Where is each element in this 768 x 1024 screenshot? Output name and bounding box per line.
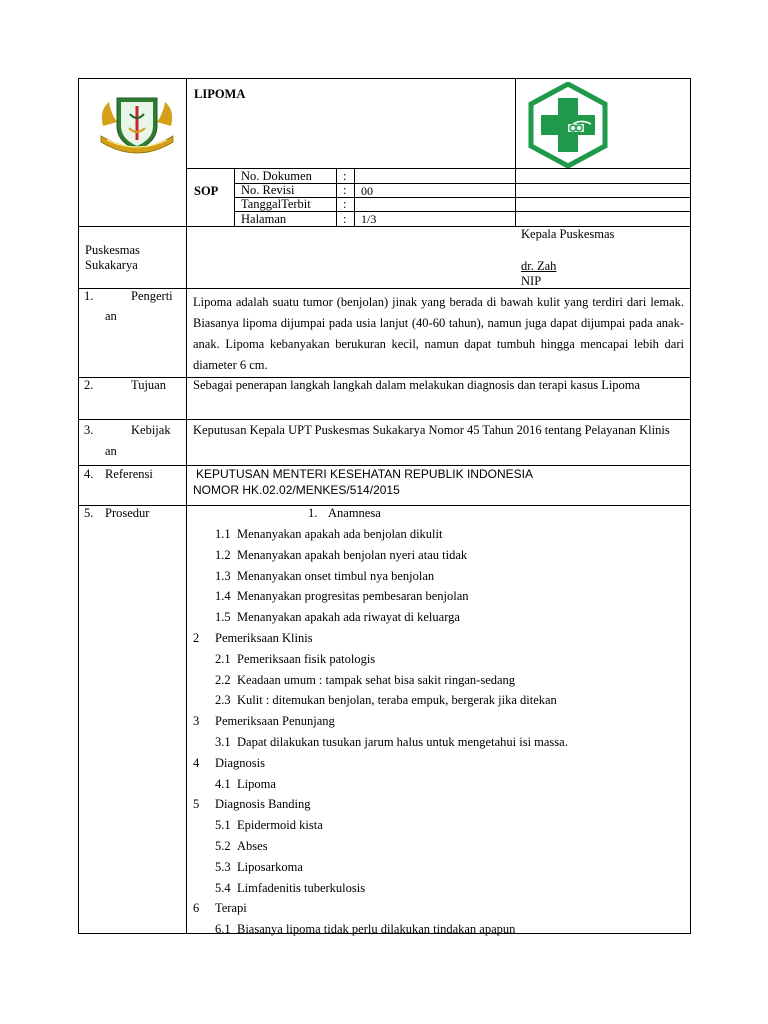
prosedur-heading: Anamnesa xyxy=(328,506,381,520)
grid-line xyxy=(186,505,187,934)
procedure-item-number: 1.1 xyxy=(215,527,231,541)
procedure-item-number: 3.1 xyxy=(215,735,231,749)
org-name: Sukakarya xyxy=(85,258,138,272)
procedure-item-text: Lipoma xyxy=(237,776,276,791)
procedure-item-text: Terapi xyxy=(215,901,247,916)
procedure-item-text: Dapat dilakukan tusukan jarum halus untuk mengetahui isi massa. xyxy=(237,735,568,749)
pengertian-text xyxy=(193,292,684,376)
section-label: an xyxy=(105,444,117,458)
section-label: Pengerti xyxy=(131,289,173,303)
procedure-item-text: Kulit : ditemukan benjolan, teraba empuk, bergerak jika ditekan xyxy=(237,693,557,708)
grid-line xyxy=(234,211,691,212)
procedure-item-text: Biasanya lipoma tidak perlu dilakukan tindakan apapun xyxy=(237,922,516,937)
meta-value: 00 xyxy=(361,184,373,198)
procedure-item-number: 1.3 xyxy=(215,568,231,583)
meta-label: No. Revisi xyxy=(241,183,295,197)
section-label: Tujuan xyxy=(131,378,166,392)
grid-line xyxy=(186,78,187,505)
meta-label: TanggalTerbit xyxy=(241,197,311,211)
section-number: 5. xyxy=(84,506,94,520)
procedure-item-number: 6.1 xyxy=(215,922,231,937)
procedure-item-number: 5.3 xyxy=(215,859,231,874)
regional-emblem-icon xyxy=(97,92,177,156)
procedure-item-number: 1.4 xyxy=(215,589,231,604)
procedure-item-text: Diagnosis xyxy=(215,755,265,770)
head-name: dr. Zah xyxy=(521,259,557,273)
referensi-line: KEPUTUSAN MENTERI KESEHATAN REPUBLIK INDONESIA xyxy=(196,467,533,481)
procedure-item-number: 5.1 xyxy=(215,818,231,833)
document-title: LIPOMA xyxy=(194,87,246,101)
puskesmas-cross-icon xyxy=(525,82,611,168)
procedure-item-text: Limfadenitis tuberkulosis xyxy=(237,880,366,895)
grid-line xyxy=(515,78,516,226)
procedure-item-number: 1.5 xyxy=(215,610,231,625)
sop-label: SOP xyxy=(194,184,219,198)
pengertian-body: Lipoma adalah suatu tumor (benjolan) jinak yang berada di bawah kulit yang terdiri dari lemak. Biasanya lipoma dijumpai pada usia lanjut (40-60 tahun), namun juga dapat dijumpai pada anak-anak. Lipoma kebanyakan berukuran kecil, namun dapat tumbuh hingga mencapai lebih dari diameter 6 cm. xyxy=(193,295,684,372)
procedure-item-text: Pemeriksaan fisik patologis xyxy=(237,651,376,666)
procedure-item-text: Menanyakan apakah ada riwayat di keluarga xyxy=(237,610,460,625)
tujuan-text xyxy=(193,375,684,396)
meta-sep: : xyxy=(343,183,347,197)
procedure-item-text: Menanyakan progresitas pembesaran benjolan xyxy=(237,589,469,604)
procedure-item-number: 2.3 xyxy=(215,693,231,708)
procedure-item-number: 2.2 xyxy=(215,672,231,687)
kebijakan-text xyxy=(193,420,684,441)
section-label: Prosedur xyxy=(105,506,150,520)
procedure-item-text: Abses xyxy=(237,839,268,853)
grid-line xyxy=(78,505,691,506)
procedure-item-text: Keadaan umum : tampak sehat bisa sakit ringan-sedang xyxy=(237,672,516,687)
head-nip: NIP xyxy=(521,274,542,288)
procedure-item-text: Menanyakan apakah ada benjolan dikulit xyxy=(237,527,443,541)
procedure-item-number: 5.2 xyxy=(215,839,231,853)
section-label: an xyxy=(105,309,117,323)
procedure-item-text: Menanyakan onset timbul nya benjolan xyxy=(237,568,435,583)
procedure-item-number: 6 xyxy=(193,901,200,916)
procedure-item-number: 2.1 xyxy=(215,651,231,666)
kebijakan-body: Keputusan Kepala UPT Puskesmas Sukakarya Nomor 45 Tahun 2016 tentang Pelayanan Klinis xyxy=(193,423,670,437)
procedure-item-number: 4 xyxy=(193,755,200,770)
referensi-line: NOMOR HK.02.02/MENKES/514/2015 xyxy=(193,483,400,497)
procedure-item-number: 4.1 xyxy=(215,776,231,791)
procedure-item-text: Menanyakan apakah benjolan nyeri atau tidak xyxy=(237,547,468,562)
procedure-item-number: 3 xyxy=(193,714,200,729)
procedure-item-text: Epidermoid kista xyxy=(237,818,323,833)
meta-label: No. Dokumen xyxy=(241,169,312,183)
section-number: 1. xyxy=(84,289,94,303)
section-number: 2. xyxy=(84,378,94,392)
procedure-item-text: Pemeriksaan Penunjang xyxy=(215,714,335,729)
org-name: Puskesmas xyxy=(85,243,140,257)
prosedur-heading-number: 1. xyxy=(308,506,318,520)
tujuan-body: Sebagai penerapan langkah langkah dalam melakukan diagnosis dan terapi kasus Lipoma xyxy=(193,378,641,392)
meta-value: 1/3 xyxy=(361,212,377,226)
head-title: Kepala Puskesmas xyxy=(521,227,615,241)
procedure-item-number: 1.2 xyxy=(215,547,231,562)
procedure-item-text: Pemeriksaan Klinis xyxy=(215,631,313,645)
meta-label: Halaman xyxy=(241,212,287,226)
meta-sep: : xyxy=(343,169,347,183)
grid-line xyxy=(78,465,691,466)
procedure-item-number: 5 xyxy=(193,797,200,812)
sop-table-frame xyxy=(78,78,691,937)
section-number: 3. xyxy=(84,423,94,437)
section-label: Referensi xyxy=(105,467,153,481)
section-label: Kebijak xyxy=(131,423,171,437)
meta-sep: : xyxy=(343,212,347,226)
meta-sep: : xyxy=(343,197,347,211)
procedure-item-text: Diagnosis Banding xyxy=(215,797,311,812)
section-number: 4. xyxy=(84,467,94,481)
grid-line xyxy=(234,183,691,184)
procedure-item-text: Liposarkoma xyxy=(237,859,303,874)
procedure-item-number: 2 xyxy=(193,631,200,645)
procedure-item-number: 5.4 xyxy=(215,880,231,895)
